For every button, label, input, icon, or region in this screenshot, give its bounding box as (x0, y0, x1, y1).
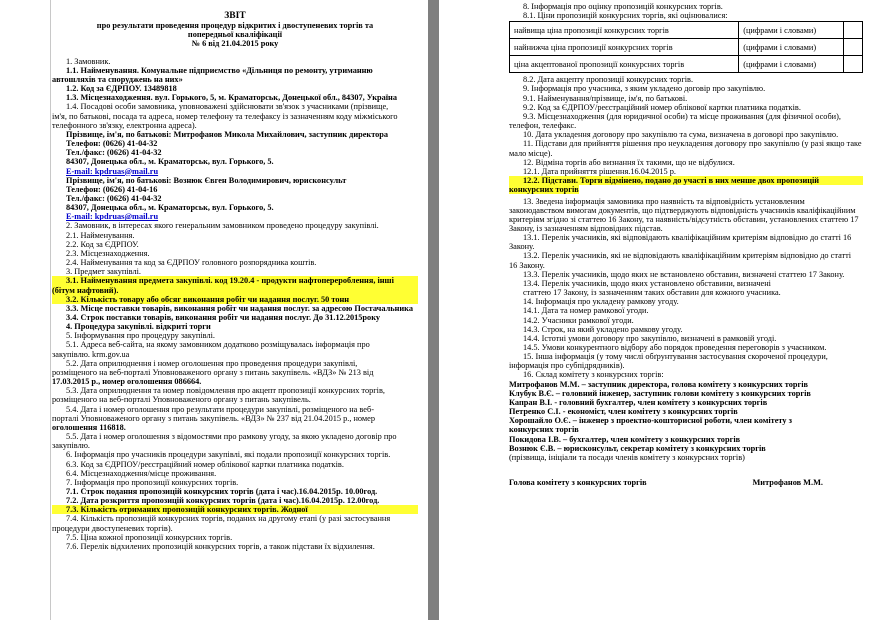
highlighted-line: конкурсних торгів (509, 185, 579, 195)
text-line: телефон, телефакс. (509, 121, 577, 131)
text-line: 7.2. Дата розкриття пропозицій конкурсних торгів (дата і час).16.04.2015р. 12.00год. (66, 496, 380, 506)
email-link[interactable]: E-mail: kpdruas@mail.ru (66, 212, 159, 222)
text-line: 10. Дата укладення договору про закупівлю та сума, визначена в договорі про закупівлю. (523, 130, 839, 140)
text-line: 7.5. Ціна кожної пропозиції конкурсних торгів. (66, 532, 233, 542)
text-line: законодавством вимогам документів, що підтверджують відповідність учасників кваліфікаційним (509, 205, 856, 215)
text-line: розміщеного на веб-порталі Уповноваженого органу з питань закупівель. (52, 395, 311, 405)
text-line: порталі Уповноваженого органу з питань закупівель. «ВДЗ» № 237 від 21.04.2015 р., номер (52, 413, 375, 423)
text-line: 1. Замовник. (66, 56, 111, 66)
text-line: 14.1. Дата та номер рамкової угоди. (523, 306, 649, 316)
document-page-left (0, 0, 428, 620)
text-line: 8.2. Дата акцепту пропозиції конкурсних торгів. (523, 75, 694, 85)
text-line: закупівлю. (52, 441, 90, 451)
text-line: Телефон: (0626) 41-04-16 (66, 184, 158, 194)
report-subtitle: попередньої кваліфікації (187, 30, 283, 40)
text-line: (прізвища, ініціали та посади членів комітету з конкурсних торгів) (509, 452, 745, 462)
table-cell (844, 39, 863, 56)
text-line: 16 Закону. (509, 260, 545, 270)
text-line: інформація про субпідрядників). (509, 361, 625, 371)
text-line: Прізвище, ім'я, по батькові: Вознюк Євген Володимирович, юрисконсульт (66, 175, 347, 185)
text-line: 12.1. Дата прийняття рішення.16.04.2015 р. (523, 166, 676, 176)
text-line: 13.4. Перелік учасників, щодо яких установлено обставини, визначені (523, 278, 771, 288)
text-line: 9.1. Найменування/прізвище, ім'я, по батькові. (523, 93, 688, 103)
text-line: 3.4. Строк поставки товарів, виконання робіт чи надання послуг. До 31.12.2015року (66, 313, 381, 322)
text-line: 2. Замовник, в інтересах якого генеральним замовником проведено процедуру закупівлі. (66, 221, 379, 231)
highlighted-line: 3.2. Кількість товару або обсяг виконання робіт чи надання послуг. 50 тонн (52, 295, 418, 304)
text-line: 15. Інша інформація (у тому числі обґрунтування застосування скороченої процедури, (523, 352, 828, 362)
text-line: Тел./факс: (0626) 41-04-32 (66, 193, 162, 203)
text-line: 6. Інформація про учасників процедури закупівлі, які подали пропозиції конкурсних торгів. (66, 450, 391, 460)
committee-member: Вознюк Є.В. – юрисконсульт, секретар комітету з конкурсних торгів (509, 443, 766, 453)
text-line: 4. Процедура закупівлі. відкриті торги (66, 322, 211, 332)
text-line: 6.3. Код за ЄДРПОУ/реєстраційний номер облікової картки платника податків. (66, 459, 344, 469)
text-line: оголошення 116818. (52, 422, 126, 432)
text-line: 84307, Донецька обл., м. Краматорськ, вул. Горького, 5. (66, 157, 274, 167)
text-line: ім'я, по батькові, посада та адреса, номер телефону та телефаксу із зазначенням коду міжміського (52, 111, 398, 121)
text-line: 5. Інформування про процедуру закупівлі. (66, 331, 215, 341)
text-line: процедури двоступеневих торгів). (52, 523, 173, 533)
text-line: 2.2. Код за ЄДРПОУ. (66, 239, 139, 249)
report-title: ЗВІТ (224, 11, 246, 21)
page-margin-line (50, 0, 51, 620)
highlighted-line: (бітум нафтовий). (52, 286, 418, 295)
table-cell: найвища ціна пропозиції конкурсних торгів (510, 22, 739, 39)
table-cell (844, 22, 863, 39)
text-line: 5.2. Дата оприлюднення і номер оголошення про проведення процедури закупівлі, (66, 358, 358, 368)
text-line: 14.2. Учасники рамкової угоди. (523, 315, 634, 325)
highlighted-line: 3.1. Найменування предмета закупівлі. код 19.20.4 - продукти нафтоперероблення, інші (52, 276, 418, 285)
committee-member: Покидова І.В. – бухгалтер, член комітету з конкурсних торгів (509, 434, 741, 444)
text-line: 13.1. Перелік учасників, які відповідають кваліфікаційним критеріям відповідно до статті 16 (523, 233, 852, 243)
text-line: критеріям згідно зі статтею 16 Закону, та наявність/відсутність обставин, установлених статтею 17 (509, 214, 859, 224)
price-table (509, 21, 863, 73)
text-line: Закону, із зазначенням відповідних підстав. (509, 223, 663, 233)
text-line: 5.1. Адреса веб-сайта, на якому замовником додатково розміщувалась інформація про (66, 340, 370, 350)
text-line: розміщеного на веб-порталі Уповноваженого органу з питань закупівель. «ВДЗ» № 213 від (52, 367, 374, 377)
text-line: 14.5. Умови конкурентного відбору або порядок проведення переговорів з учасником. (523, 343, 827, 352)
text-line: 2.4. Найменування та код за ЄДРПОУ головного розпорядника коштів. (66, 258, 317, 268)
text-line: 16. Склад комітету з конкурсних торгів: (523, 370, 664, 380)
text-line: 3.3. Місце поставки товарів, виконання робіт чи надання послуг. за адресою Постачальника (66, 303, 413, 313)
text-line: 9.3. Місцезнаходження (для юридичної особи) та місце проживання (для фізичної особи), (523, 111, 841, 121)
text-line: 14.3. Строк, на який укладено рамкову угоду. (523, 324, 683, 334)
text-line: 13. Зведена інформація замовника про наявність та відповідність установленим (523, 196, 805, 206)
table-row (510, 22, 863, 39)
text-line: 9.2. Код за ЄДРПОУ/реєстраційний номер облікової картки платника податків. (523, 102, 801, 112)
committee-member: Хорошайло О.Є. – інженер з проектно-кошторисної роботи, член комітету з (509, 416, 792, 426)
committee-member: конкурсних торгів (509, 425, 579, 435)
text-line: 13.2. Перелік учасників, які не відповідають кваліфікаційним критеріям відповідно до статті (523, 251, 852, 261)
table-row (510, 56, 863, 73)
text-line: 8.1. Ціни пропозицій конкурсних торгів, які оцінювалися: (523, 11, 728, 21)
report-number: № 6 від 21.04.2015 року (191, 39, 279, 49)
report-subtitle: про результати проведення процедур відкритих і двоступеневих торгів та (96, 21, 374, 31)
signature-label: Голова комітету з конкурсних торгів (509, 478, 647, 488)
text-line: 12. Відміна торгів або визнання їх такими, що не відбулися. (523, 157, 735, 167)
text-line: 84307, Донецька обл., м. Краматорськ, вул. Горького, 5. (66, 203, 274, 213)
text-line: закупівлю. krm.gov.ua (52, 349, 130, 359)
text-line: Телефон: (0626) 41-04-32 (66, 139, 158, 149)
text-line: статтею 17 Закону, із зазначенням таких обставин для кожного учасника. (523, 288, 781, 298)
committee-member: Митрофанов М.М. – заступник директора, голова комітету з конкурсних торгів (509, 379, 809, 389)
text-line: Тел./факс: (0626) 41-04-32 (66, 148, 162, 158)
text-line: 2.3. Місцезнаходження. (66, 248, 150, 258)
text-line: 3. Предмет закупівлі. (66, 267, 141, 277)
table-cell (844, 56, 863, 73)
text-line: телефонного зв'язку, електронна адреса). (52, 120, 197, 130)
highlighted-line: 12.2. Підстави. Торги відмінено, подано до участі в них менше двох пропозицій (509, 176, 863, 185)
text-line: 7.6. Перелік відхилених пропозицій конкурсних торгів, а також підстави їх відхилення. (66, 541, 375, 551)
text-line: Закону. (509, 242, 535, 252)
document-page-right (439, 0, 869, 620)
table-cell: (цифрами і словами) (739, 56, 844, 73)
signature-row (509, 478, 863, 487)
text-line: 1.3. Місцезнаходження. вул. Горького, 5, м. Краматорськ, Донецької обл., 84307, Україна (66, 93, 397, 103)
table-cell: найнижча ціна пропозиції конкурсних торгів (510, 39, 739, 56)
text-line: 5.4. Дата і номер оголошення про результати процедури закупівлі, розміщеного на веб- (66, 404, 374, 414)
text-line: 1.4. Посадові особи замовника, уповноважені здійснювати зв'язок з учасниками (прізвище, (66, 102, 389, 112)
highlighted-line: 7.3. Кількість отриманих пропозицій конкурсних торгів. Жодної (52, 505, 418, 514)
report-body-left (52, 12, 418, 551)
text-line: автошляхів та споруджень на них» (52, 74, 183, 84)
text-line: 9. Інформація про учасника, з яким укладено договір про закупівлю. (523, 84, 766, 94)
text-line: мало місце). (509, 148, 553, 158)
table-row (510, 39, 863, 56)
text-line: 13.3. Перелік учасників, щодо яких не встановлено обставин, визначені статтею 17 Закону. (523, 269, 845, 279)
table-cell: (цифрами і словами) (739, 39, 844, 56)
email-link[interactable]: E-mail: kpdruas@mail.ru (66, 166, 159, 176)
text-line: 11. Підстави для прийняття рішення про неукладення договору про закупівлю (у разі якщо таке (523, 139, 862, 149)
text-line: 7.1. Строк подання пропозицій конкурсних торгів (дата і час).16.04.2015р. 10.00год. (66, 486, 378, 496)
text-line: 7. Інформація про пропозиції конкурсних торгів. (66, 477, 239, 487)
text-line: 7.4. Кількість пропозицій конкурсних торгів, поданих на другому етапі (у разі застосування (66, 514, 391, 524)
committee-member: Капран В.І. - головний бухгалтер, член комітету з конкурсних торгів (509, 397, 768, 407)
text-line: Прізвище, ім'я, по батькові: Митрофанов Микола Михайлович, заступник директора (66, 129, 389, 139)
signature-name: Митрофанов М.М. (752, 478, 823, 488)
text-line: 5.3. Дата оприлюднення та номер повідомлення про акцепт пропозиції конкурсних торгів, (66, 386, 385, 396)
text-line: 14. Інформація про укладену рамкову угоду. (523, 297, 679, 307)
text-line: 17.03.2015 р., номер оголошення 086664. (52, 377, 202, 387)
text-line: 1.1. Найменування. Комунальне підприємство «Дільниця по ремонту, утриманню (66, 65, 373, 75)
text-line: 1.2. Код за ЄДРПОУ. 13489818 (66, 84, 177, 94)
report-body-right (509, 2, 863, 487)
table-cell: ціна акцептованої пропозиції конкурсних торгів (510, 56, 739, 73)
committee-member: Петренко С.І. - економіст, член комітету з конкурсних торгів (509, 407, 738, 417)
text-line: 2.1. Найменування. (66, 230, 135, 240)
table-cell: (цифрами і словами) (739, 22, 844, 39)
text-line: 5.5. Дата і номер оголошення з відомостями про рамкову угоду, за якою укладено договір про (66, 432, 397, 442)
text-line: 8. Інформація про оцінку пропозицій конкурсних торгів. (523, 2, 723, 11)
text-line: 6.4. Місцезнаходження/місце проживання. (66, 468, 217, 478)
text-line: 14.4. Істотні умови договору про закупівлю, визначені в рамковій угоді. (523, 333, 777, 343)
committee-member: Клубук В.Є. – головний інженер, заступник голови комітету з конкурсних торгів (509, 388, 811, 398)
